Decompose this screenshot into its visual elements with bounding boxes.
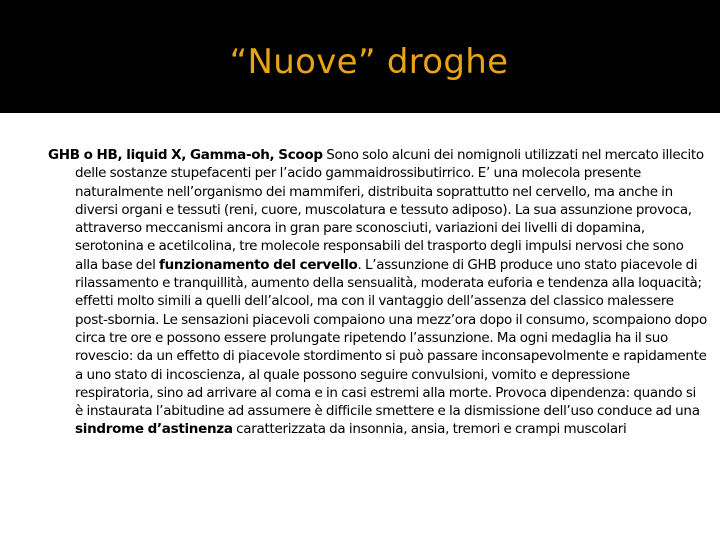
paragraph-text-3: caratterizzata da insonnia, ansia, tremori e crampi muscolari — [232, 421, 627, 438]
paragraph-text-2: . L’assunzione di GHB produce uno stato piacevole di rilassamento e tranquillità, aumento della sensualità, moderata euforia e tendenza alla loquacità; effetti molto simili a quelli dell’alcool, ma con il vantaggio dell’assenza del classico malessere post-sbornia. Le sensazioni piacevoli compaiono una mezz’ora dopo il consumo, scompaiono dopo circa tre ore e possono essere prolungate ripetendo l’assunzione. Ma ogni medaglia ha il suo rovescio: da un effetto di piacevole stordimento si può passare inconsapevolmente e rapidamente a uno stato di incoscienza, al quale possono seguire convulsioni, vomito e depressione respiratoria, sino ad arrivare al coma e in casi estremi alla morte. Provoca dipendenza: quando si è instaurata l’abitudine ad assumere è difficile smettere e la dismissione dell’uso conduce ad una — [75, 256, 707, 420]
slide-title: “Nuove” droghe — [229, 42, 509, 82]
bold-phrase-brain-function: funzionamento del cervello — [159, 256, 358, 273]
bold-phrase-withdrawal: sindrome d’astinenza — [75, 421, 233, 438]
paragraph-text-1: Sono solo alcuni dei nomignoli utilizzati nel mercato illecito delle sostanze stupefacenti per l’acido gammaidrossibutirrico. E’ una molecola presente naturalmente nell’organismo dei mammiferi, distribuita soprattutto nel cervello, ma anche in diversi organi e tessuti (reni, cuore, muscolatura e tessuto adiposo). La sua assunzione provoca, attraverso meccanismi ancora in gran pare sconosciuti, variazioni dei livelli di dopamina, serotonina e acetilcolina, tre molecole responsabili del trasporto degli impulsi nervosi che sono alla base del — [75, 147, 704, 273]
body-paragraph — [48, 146, 707, 439]
lead-bold-terms: GHB o HB, liquid X, Gamma-oh, Scoop — [48, 147, 323, 163]
